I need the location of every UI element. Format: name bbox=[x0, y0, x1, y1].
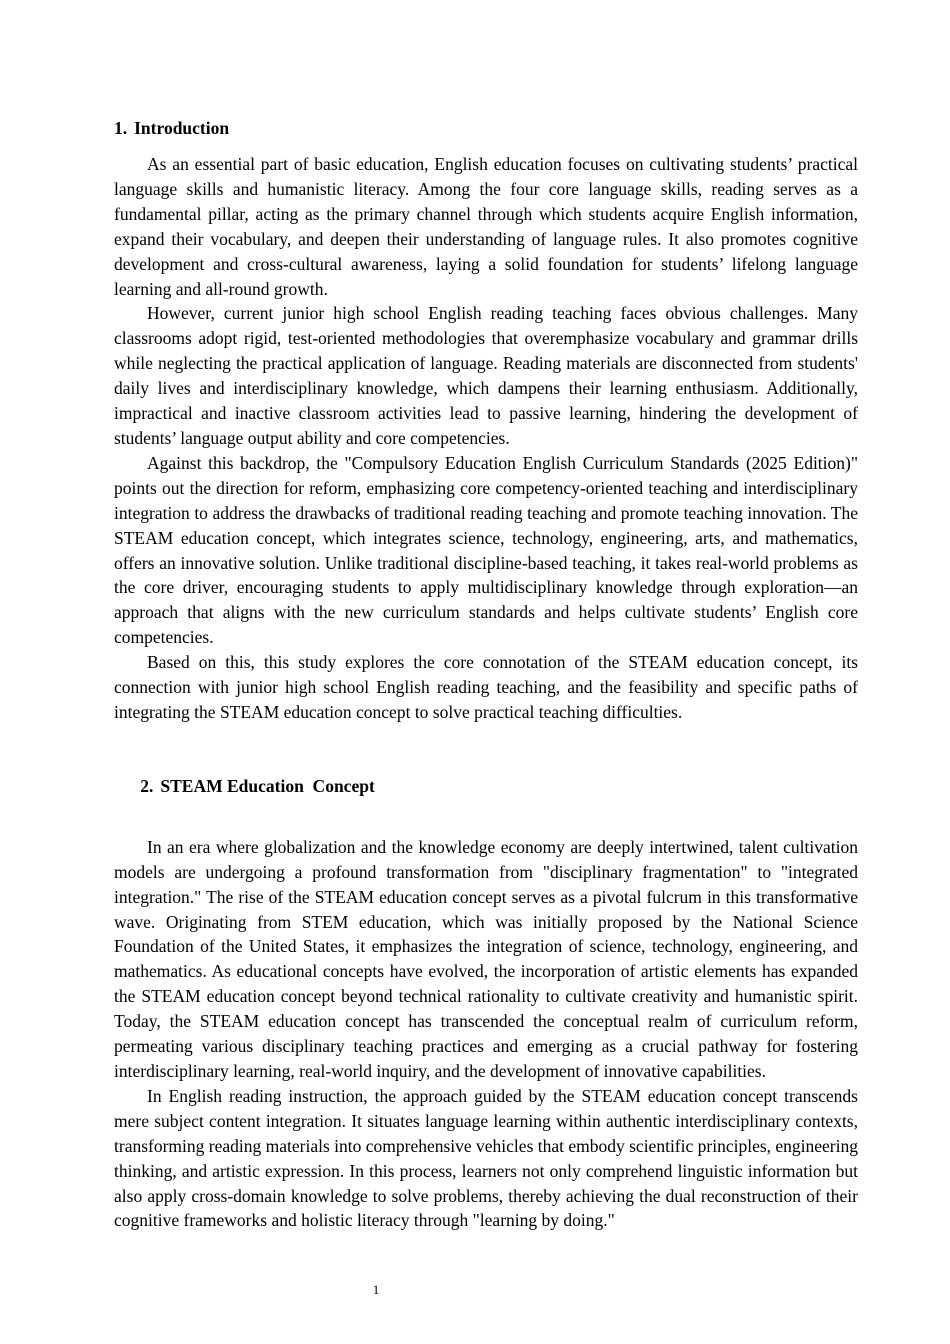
section-steam-concept bbox=[114, 749, 858, 1234]
section-title: Introduction bbox=[134, 118, 230, 138]
section-heading bbox=[114, 749, 858, 824]
paragraph: However, current junior high school English reading teaching faces obvious challenges. Many classrooms adopt rigid, test-oriented methodologies that overemphasize vocabulary and grammar drills while neglecting the practical application of language. Reading materials are disconnected from students' daily lives and interdisciplinary knowledge, which dampens their learning enthusiasm. Additionally, impractical and inactive classroom activities lead to passive learning, hindering the development of students’ language output ability and core competencies. bbox=[114, 303, 858, 448]
paragraph: In English reading instruction, the approach guided by the STEAM education concept transcends mere subject content integration. It situates language learning within authentic interdisciplinary contexts, transforming reading materials into comprehensive vehicles that embody scientific principles, engineering thinking, and artistic expression. In this process, learners not only comprehend linguistic information but also apply cross-domain knowledge to solve problems, thereby achieving the dual reconstruction of their cognitive frameworks and holistic literacy through "learning by doing." bbox=[114, 1085, 858, 1231]
section-heading bbox=[114, 116, 858, 141]
document-page bbox=[114, 116, 858, 1233]
section-title: STEAM Education Concept bbox=[160, 775, 375, 796]
page-number: 1 bbox=[372, 1282, 380, 1297]
paragraph: Against this backdrop, the "Compulsory Education English Curriculum Standards (2025 Edition)" points out the direction for reform, emphasizing core competency-oriented teaching and interdisciplinary integration to address the drawbacks of traditional reading teaching and promote teaching innovation. The STEAM education concept, which integrates science, technology, engineering, arts, and mathematics, offers an innovative solution. Unlike traditional discipline-based teaching, it takes real-world problems as the core driver, encouraging students to apply multidisciplinary knowledge through exploration—an approach that aligns with the new curriculum standards and helps cultivate students’ English core competencies. bbox=[114, 452, 858, 648]
section-number: 1. bbox=[114, 118, 128, 138]
paragraph: In an era where globalization and the knowledge economy are deeply intertwined, talent cultivation models are undergoing a profound transformation from "disciplinary fragmentation" to "integrated integration." The rise of the STEAM education concept serves as a pivotal fulcrum in this transformative wave. Originating from STEM education, which was initially proposed by the National Science Foundation of the United States, it emphasizes the integration of science, technology, engineering, and mathematics. As educational concepts have evolved, the incorporation of artistic elements has expanded the STEAM education concept beyond technical rationality to cultivate creativity and humanistic spirit. Today, the STEAM education concept has transcended the conceptual realm of curriculum reform, permeating various disciplinary teaching practices and emerging as a crucial pathway for fostering interdisciplinary learning, real-world inquiry, and the development of innovative capabilities. bbox=[114, 836, 858, 1081]
section-number: 2. bbox=[140, 775, 154, 796]
paragraph: Based on this, this study explores the core connotation of the STEAM education concept, its connection with junior high school English reading teaching, and the feasibility and specific paths of integrating the STEAM education concept to solve practical teaching difficulties. bbox=[114, 652, 858, 722]
paragraph: As an essential part of basic education, English education focuses on cultivating students’ practical language skills and humanistic literacy. Among the four core language skills, reading serves as a fundamental pillar, acting as the primary channel through which students acquire English information, expand their vocabulary, and deepen their understanding of language rules. It also promotes cognitive development and cross-cultural awareness, laying a solid foundation for students’ lifelong language learning and all-round growth. bbox=[114, 154, 858, 299]
section-introduction bbox=[114, 116, 858, 725]
